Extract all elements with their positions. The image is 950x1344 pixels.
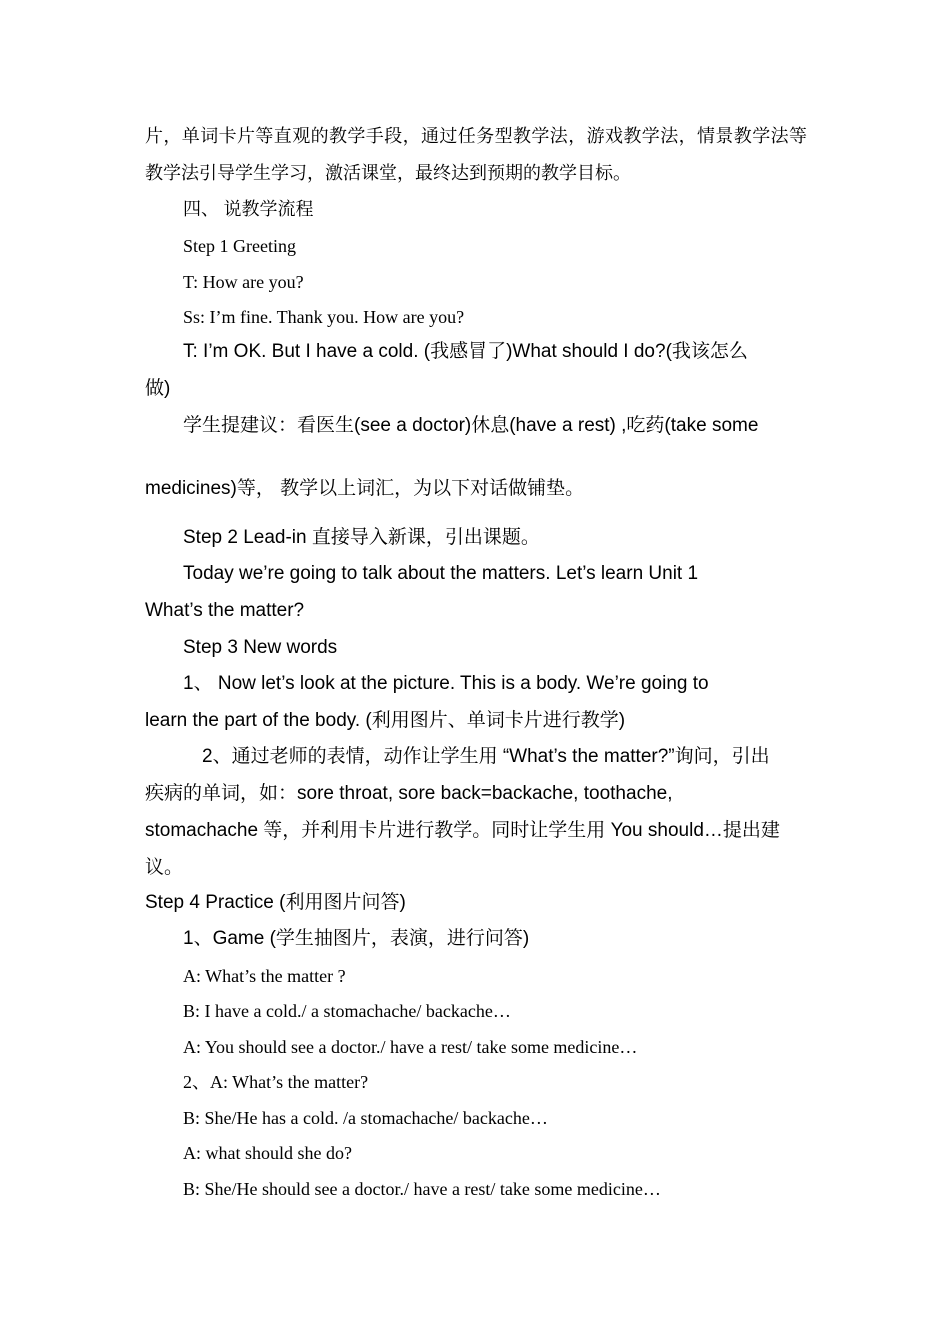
paragraph-line: 教学法引导学生学习，激活课堂，最终达到预期的教学目标。: [145, 163, 631, 183]
paragraph-line: learn the part of the body. (利用图片、单词卡片进行教学): [145, 710, 626, 731]
dialogue-line: A: You should see a doctor./ have a rest/ take some medicine…: [183, 1037, 638, 1057]
dialogue-line: A: what should she do?: [183, 1143, 352, 1163]
dialogue-line: 做): [145, 378, 171, 399]
paragraph-line: What’s the matter?: [145, 600, 305, 621]
step-heading: Step 2 Lead-in 直接导入新课，引出课题。: [183, 527, 540, 548]
dialogue-line: Ss: I’m fine. Thank you. How are you?: [183, 307, 465, 327]
list-item: 2、通过老师的表情，动作让学生用 “What’s the matter?”询问，引出: [202, 746, 770, 767]
section-heading: 四、 说教学流程: [183, 199, 314, 219]
step-heading: Step 3 New words: [183, 637, 338, 658]
paragraph-line: medicines)等， 教学以上词汇，为以下对话做铺垫。: [145, 478, 585, 499]
dialogue-line: B: She/He has a cold. /a stomachache/ backache…: [183, 1108, 548, 1128]
dialogue-line: A: What’s the matter ?: [183, 966, 346, 986]
step-heading: Step 1 Greeting: [183, 236, 296, 256]
paragraph-line: 议。: [145, 857, 184, 878]
paragraph-line: 学生提建议：看医生(see a doctor)休息(have a rest) ,吃药(take some: [183, 415, 759, 436]
list-item: 1、Game (学生抽图片，表演，进行问答): [183, 928, 530, 949]
paragraph-line: stomachache 等，并利用卡片进行教学。同时让学生用 You should…提出建: [145, 820, 780, 841]
list-item: 1、 Now let’s look at the picture. This is a body. We’re going to: [183, 673, 709, 694]
dialogue-line: T: I’m OK. But I have a cold. (我感冒了)What should I do?(我该怎么: [183, 341, 748, 362]
dialogue-line: B: She/He should see a doctor./ have a rest/ take some medicine…: [183, 1179, 661, 1199]
list-item: 2、A: What’s the matter?: [183, 1072, 369, 1092]
dialogue-line: B: I have a cold./ a stomachache/ backache…: [183, 1001, 511, 1021]
step-heading: Step 4 Practice (利用图片问答): [145, 892, 406, 913]
dialogue-line: T: How are you?: [183, 272, 304, 292]
paragraph-line: Today we’re going to talk about the matters. Let’s learn Unit 1: [183, 563, 699, 584]
paragraph-line: 片，单词卡片等直观的教学手段，通过任务型教学法，游戏教学法，情景教学法等: [145, 126, 807, 146]
paragraph-line: 疾病的单词，如：sore throat, sore back=backache, toothache,: [145, 783, 673, 804]
